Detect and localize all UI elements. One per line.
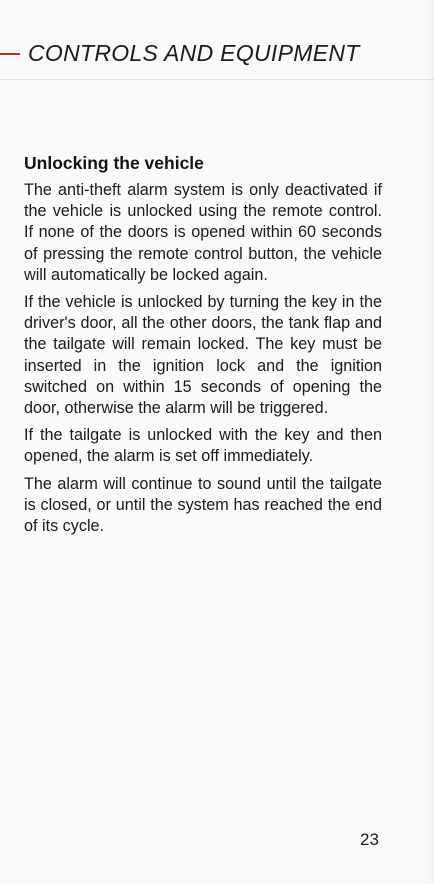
section-unlocking	[24, 152, 382, 543]
paragraph-alarm-duration: The alarm will continue to sound until the tailgate is closed, or until the system has reached the end of its cycle.	[24, 474, 382, 536]
page-edge-shadow	[424, 0, 434, 884]
header-accent-rule	[0, 53, 20, 55]
page-header	[0, 40, 360, 67]
section-title: Unlocking the vehicle	[24, 153, 204, 173]
header-divider	[0, 79, 434, 80]
paragraph-key-unlock: If the vehicle is unlocked by turning the key in the driver's door, all the other doors, the tank flap and the tailgate will remain locked. The key must be inserted in the ignition lock and the ignition switched on within 15 seconds of opening the door, otherwise the alarm will be triggered.	[24, 293, 382, 418]
paragraph-remote-control: The anti-theft alarm system is only deactivated if the vehicle is unlocked using the remote control. If none of the doors is opened within 60 seconds of pressing the remote control button, the vehicle will automatically be locked again.	[24, 181, 382, 284]
page-number: 23	[360, 830, 379, 849]
paragraph-tailgate: If the tailgate is unlocked with the key and then opened, the alarm is set off immediately.	[24, 426, 382, 466]
header-title: CONTROLS AND EQUIPMENT	[28, 40, 360, 66]
